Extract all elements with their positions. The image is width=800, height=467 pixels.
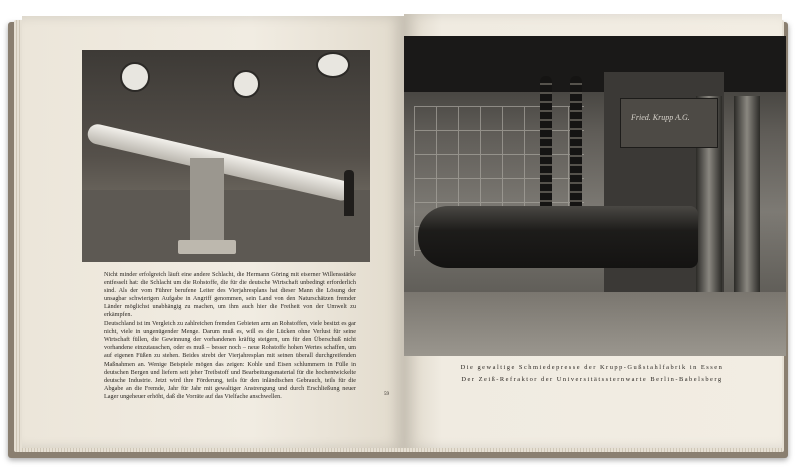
photo-caption: Die gewaltige Schmiedepresse der Krupp-Gußstahlfabrik in Essen [460,364,724,371]
press-column [734,96,760,306]
steel-ingot [418,206,698,268]
page-number: 59 [384,392,389,397]
crane-beam [404,36,786,92]
telescope-base [178,240,236,254]
forging-press-photo [404,36,786,356]
body-text [104,271,356,402]
factory-floor [404,292,786,356]
paragraph: Deutschland ist im Vergleich zu zahlreichen fremden Gebieten arm an Rohstoffen, viele besitzt es gar nicht, viele in ungenügender Menge. Darum muß es, will es die Lücken ohne Verlust für seine Wirtschaft füllen, die Gewinnung der vorhandenen kräftig steigern, um für den Überschuß nicht vorhandene einzutauschen, oder es muß – besser noch – neue Rohstoffe hohen Wertes schaffen, um auf eigenen Füßen zu stehen. Beides strebt der Vierjahresplan mit seinen überall durchgreifenden Maßnahmen an. Wenige Beispiele mögen das zeigen: Kohle und Eisen schlummern in Fülle in deutschen Bergen und liefern seit jeher Treibstoff und Bearbeitungsmaterial für die hochentwickelte deutsche Industrie. Jetzt wird ihre Förderung, teils für den inländischen Gebrauch, teils für die Abgabe an die Fremde, Jahr für Jahr mit gewaltiger Anstrengung und durch Erschließung neuer Lager ungeheuer erhöht, daß die Vorräte auf das Vielfache anschwellen. [104,320,356,400]
dome-window [316,52,350,78]
press-nameplate: Fried. Krupp A.G. [620,98,718,148]
paragraph: Nicht minder erfolgreich läuft eine andere Schlacht, die Hermann Göring mit eiserner Willensstärke entfesselt hat: die Schlacht um die Rohstoffe, die für die deutsche Wirtschaft unbedingt erforderlich sind. Als der vom Führer berufene Leiter des Vierjahresplans hat dieser Mann die Lösung der unsagbar schwierigen Aufgabe in Angriff genommen, sein Land von den Naturschätzen fremder Länder möglichst unabhängig zu machen, um ihm auch hier die Freiheit von der Umwelt zu erkämpfen. [104,271,356,319]
photo-caption: Der Zeiß-Refraktor der Universitätssternwarte Berlin-Babelsberg [461,376,723,383]
open-book [8,14,792,456]
left-page [22,16,404,448]
person-figure [344,170,354,216]
dome-window [120,62,150,92]
dome-window [232,70,260,98]
telescope-photo [82,50,370,262]
